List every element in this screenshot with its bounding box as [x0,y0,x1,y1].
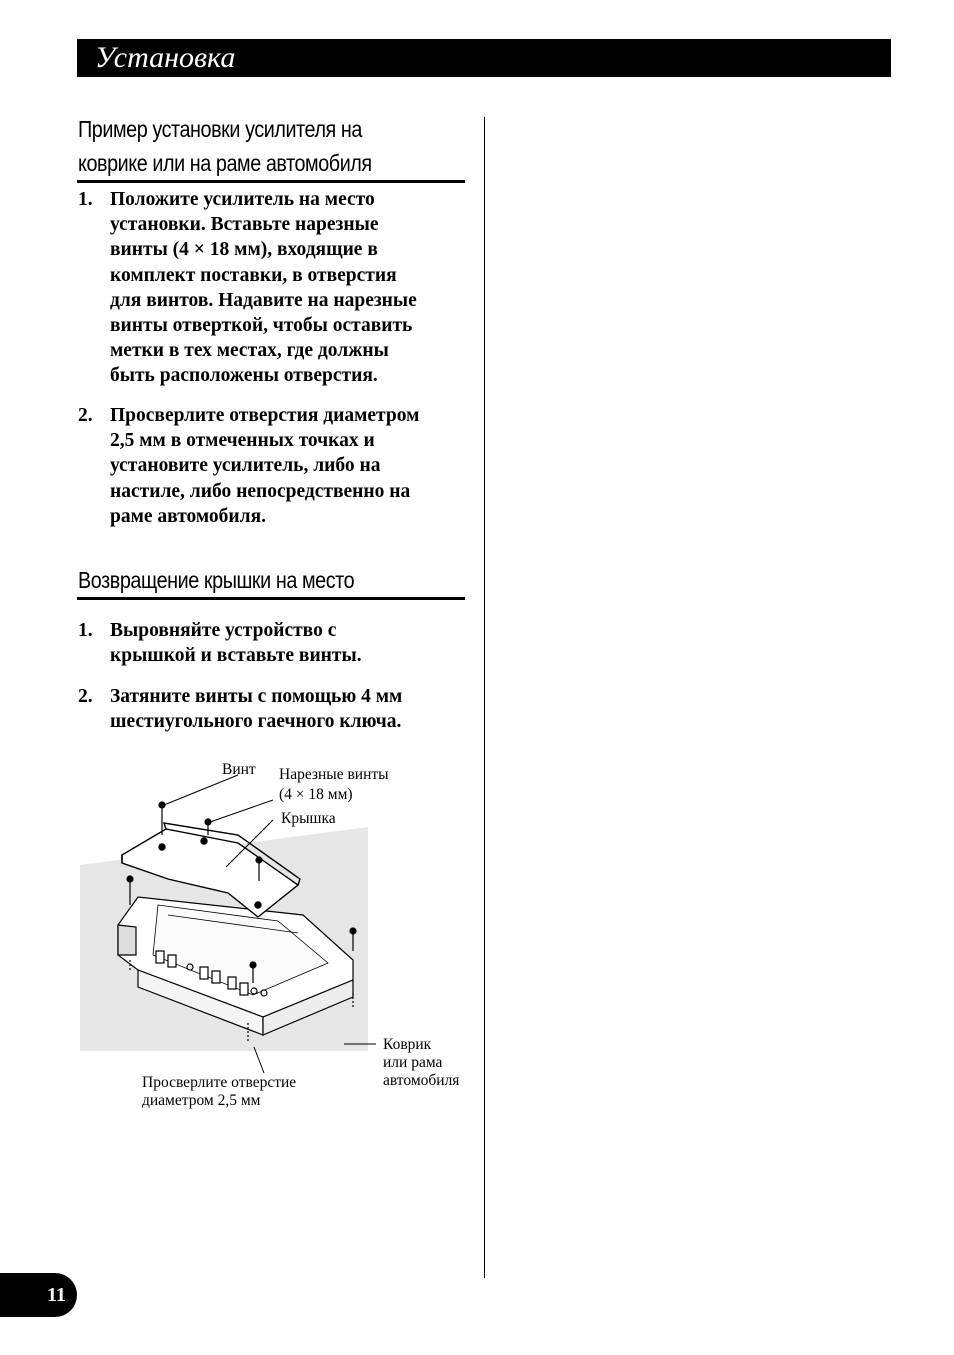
label-screw: Винт [222,761,256,778]
section1-heading-line2: коврике или на раме автомобиля [78,150,372,176]
step-line: установки. Вставьте нарезные [110,214,379,236]
label-cover: Крышка [281,810,336,827]
step-line: Положите усилитель на место [110,189,375,210]
section1-heading-line1: Пример установки усилителя на [78,116,362,142]
step-number: 1. [78,189,93,210]
section2-heading-rule [77,597,465,600]
label-drill-line1: Просверлите отверстие [142,1074,297,1091]
step-line: Затяните винты с помощью 4 мм [110,686,403,707]
step-line: винты (4 × 18 мм), входящие в [110,239,378,261]
step-number: 2. [78,686,93,707]
section1-heading-rule [77,180,465,183]
step-line: Выровняйте устройство с [110,620,337,641]
step-line: Просверлите отверстия диаметром [110,405,420,426]
label-tapping-screws-line1: Нарезные винты [279,766,389,783]
label-tapping-screws-line2: (4 × 18 мм) [279,786,353,803]
step-text [110,684,480,734]
step-line: настиле, либо непосредственно на [110,480,411,502]
label-mat-line3: автомобиля [383,1072,460,1089]
label-mat-line2: или рама [383,1054,443,1071]
step-line: винты отверткой, чтобы оставить [110,315,413,337]
step-line: крышкой и вставьте винты. [110,645,362,667]
step-text [110,618,480,668]
step-line: комплект поставки, в отверстия [110,264,397,286]
step-number: 1. [78,620,93,641]
step-line: для винтов. Надавите на нарезные [110,289,417,311]
label-mat-line1: Коврик [383,1036,432,1053]
step-line: метки в тех местах, где должны [110,340,389,362]
step-line: раме автомобиля. [110,505,267,527]
header-bar [77,39,891,77]
page-title: Установка [95,41,236,74]
section2-heading: Возвращение крышки на место [78,567,355,593]
column-divider [484,117,485,1278]
step-line: шестиугольного гаечного ключа. [110,711,402,733]
step-number: 2. [78,405,93,426]
step-text [110,403,480,529]
amplifier-illustration [78,755,478,1075]
step-line: установите усилитель, либо на [110,455,381,477]
step-line: быть расположены отверстия. [110,365,378,387]
page-number: 11 [47,1284,66,1306]
label-drill-line2: диаметром 2,5 мм [142,1092,261,1109]
step-line: 2,5 мм в отмеченных точках и [110,430,375,452]
step-text [110,187,480,389]
installation-diagram [78,755,478,1075]
